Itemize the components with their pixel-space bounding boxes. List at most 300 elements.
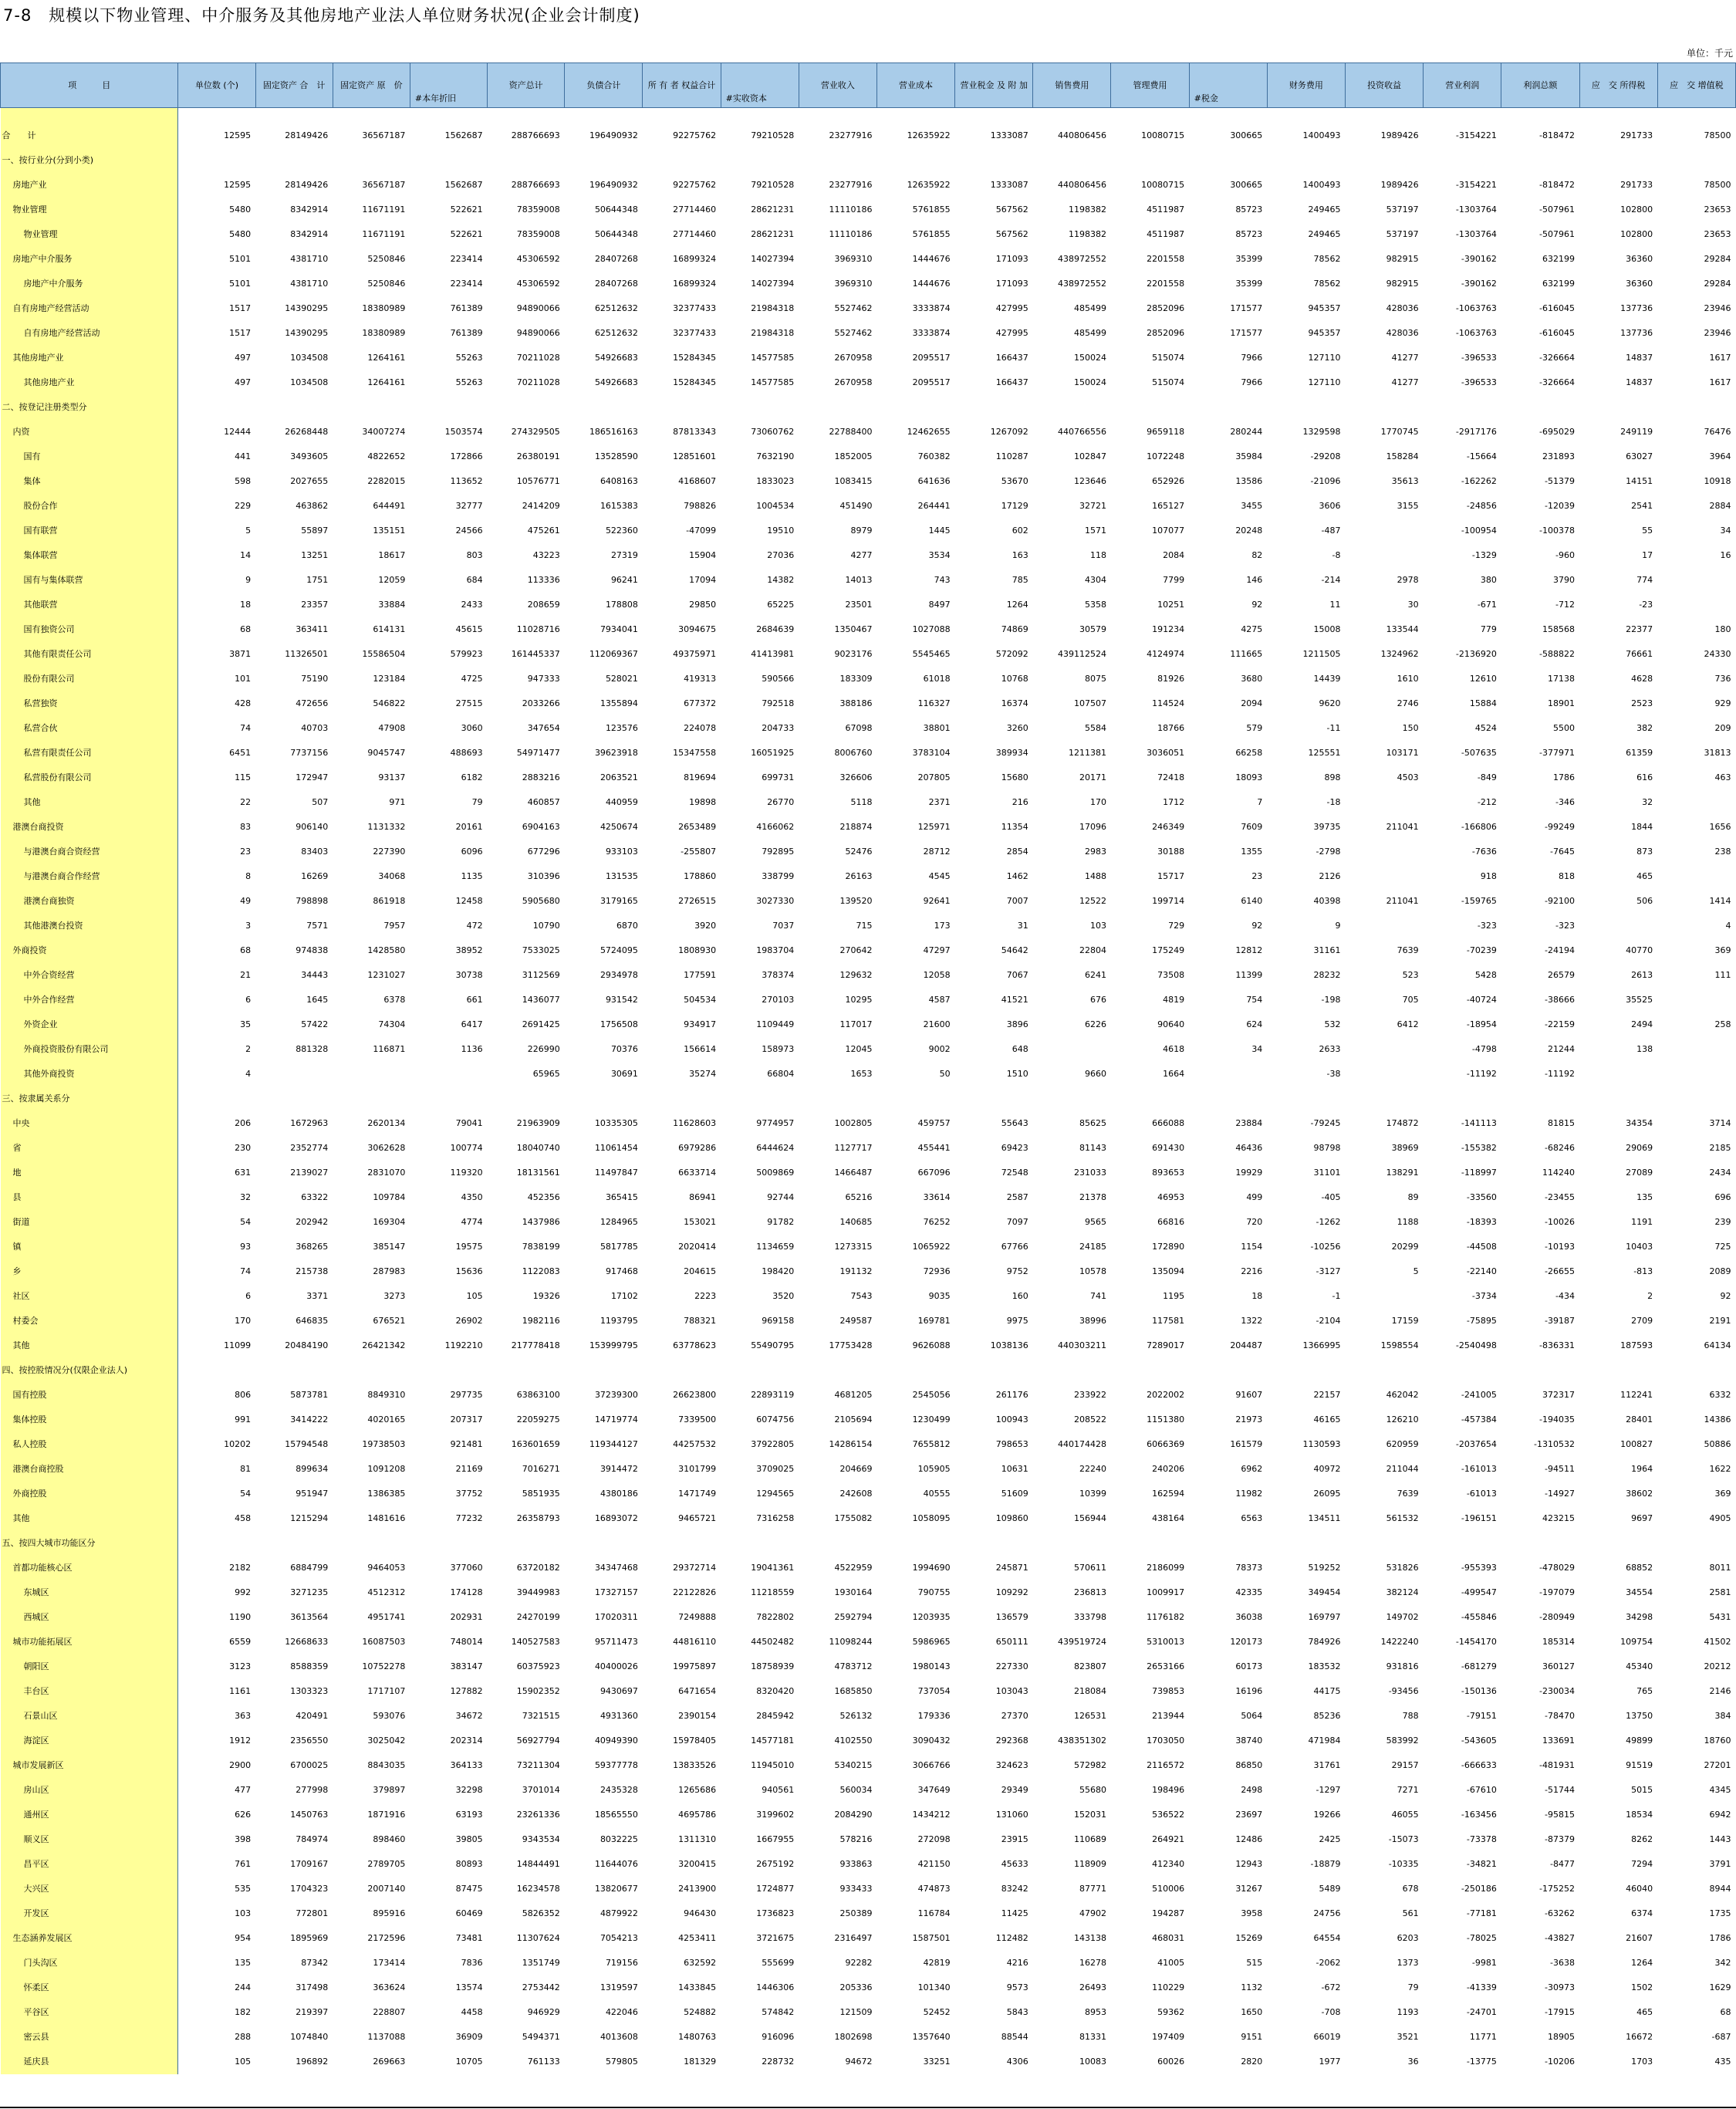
table-cell: 317498 (296, 1982, 329, 1992)
table-cell: 475261 (527, 525, 560, 536)
table-cell: 94890066 (516, 327, 560, 338)
table-cell: 17753428 (829, 1340, 873, 1350)
table-cell: 14577181 (751, 1735, 795, 1746)
table-cell: 945357 (1308, 327, 1341, 338)
table-cell: 249465 (1308, 204, 1341, 215)
row-label: 自有房地产经营活动 (1, 296, 178, 321)
table-cell: 1109449 (756, 1019, 795, 1029)
table-cell: -396533 (1461, 352, 1497, 363)
table-cell: 43223 (532, 549, 560, 560)
table-cell: 202931 (450, 1611, 483, 1622)
row-label: 延庆县 (1, 2050, 178, 2074)
table-cell: -212 (1477, 796, 1497, 807)
table-cell: 5826352 (522, 1908, 560, 1918)
table-cell: 626 (235, 1809, 252, 1820)
table-cell (1111, 1358, 1189, 1383)
header-row (1, 63, 1736, 108)
column-header: 所 有 者 权益合计 (643, 63, 721, 108)
table-cell: 36360 (1626, 278, 1653, 289)
table-cell: 6444624 (756, 1142, 795, 1153)
table-cell: 123646 (1073, 475, 1106, 486)
table-cell: 23653 (1704, 228, 1731, 239)
table-cell: 4512312 (367, 1587, 406, 1597)
table-cell: 133691 (1542, 1735, 1575, 1746)
table-row (1, 963, 1736, 988)
row-label: 其他有限责任公司 (1, 642, 178, 667)
table-cell (799, 1087, 876, 1111)
table-cell: 677372 (684, 698, 717, 708)
table-cell: 20171 (1079, 772, 1106, 782)
table-cell: 153999795 (589, 1340, 638, 1350)
table-cell: -323 (1555, 920, 1575, 931)
table-cell: 12812 (1235, 945, 1263, 955)
table-cell: -3154221 (1455, 130, 1497, 140)
table-cell: -13775 (1466, 2056, 1497, 2067)
table-cell: 9659118 (1147, 426, 1185, 437)
table-cell: 2746 (1397, 698, 1419, 708)
table-cell: 208522 (1073, 1414, 1106, 1425)
table-cell: 135 (1636, 1191, 1653, 1202)
table-cell (1579, 395, 1657, 420)
table-cell (876, 148, 954, 173)
table-cell: 158568 (1542, 624, 1575, 634)
table-cell: 18760 (1704, 1735, 1731, 1746)
table-cell: 5489 (1319, 1883, 1341, 1894)
table-cell: 68 (240, 624, 252, 634)
table-cell: 82 (1251, 549, 1263, 560)
table-cell: 4381710 (290, 278, 329, 289)
table-cell: 2523 (1631, 698, 1653, 708)
table-cell: 507 (312, 796, 329, 807)
table-cell: 8342914 (290, 204, 329, 215)
table-cell: 4681205 (834, 1389, 873, 1400)
table-cell: 326606 (839, 772, 873, 782)
table-cell: 146 (1246, 574, 1263, 585)
table-cell: 50 (939, 1068, 951, 1079)
table-cell (333, 395, 410, 420)
table-cell: 15680 (1001, 772, 1028, 782)
table-row (1, 1580, 1736, 1605)
table-cell: 269663 (373, 2056, 406, 2067)
table-cell: 523 (1402, 969, 1419, 980)
table-cell: 10202 (224, 1438, 252, 1449)
table-cell: 4 (245, 1068, 252, 1079)
table-row (1, 247, 1736, 272)
table-cell (333, 1531, 410, 1556)
table-cell: 1833023 (756, 475, 795, 486)
table-cell: 4381710 (290, 253, 329, 264)
table-cell: 30738 (455, 969, 483, 980)
table-cell: 32 (1642, 796, 1653, 807)
table-cell: 7836 (461, 1957, 483, 1968)
table-cell: 380 (1480, 574, 1497, 585)
table-cell: -481931 (1539, 1759, 1575, 1770)
table-cell: 19738503 (362, 1438, 406, 1449)
table-cell: 171093 (995, 253, 1028, 264)
table-cell: -687 (1711, 2031, 1731, 2042)
table-cell: 27515 (455, 698, 483, 708)
table-cell: -396533 (1461, 377, 1497, 387)
table-cell: 2900 (229, 1759, 252, 1770)
table-cell: 224078 (684, 722, 717, 733)
table-cell: 6378 (383, 994, 406, 1005)
table-cell: 63322 (301, 1191, 329, 1202)
table-cell: 2433 (461, 599, 483, 610)
table-cell: 51609 (1001, 1488, 1028, 1499)
table-cell (721, 1087, 799, 1111)
row-label: 房地产业 (1, 173, 178, 198)
table-cell: 1211381 (1068, 747, 1106, 758)
table-cell: 1154 (1241, 1241, 1263, 1252)
table-cell: 46040 (1626, 1883, 1653, 1894)
table-cell: 21600 (923, 1019, 951, 1029)
table-cell: 10295 (845, 994, 873, 1005)
table-cell: 2 (245, 1043, 252, 1054)
row-label: 私营有限责任公司 (1, 741, 178, 766)
table-cell (1111, 1531, 1189, 1556)
table-cell: 270103 (762, 994, 795, 1005)
row-label: 私人控股 (1, 1432, 178, 1457)
row-label: 县 (1, 1185, 178, 1210)
table-cell: 85625 (1079, 1117, 1106, 1128)
table-cell: 18131561 (516, 1167, 560, 1178)
table-cell (1267, 1531, 1345, 1556)
table-cell: -198 (1321, 994, 1341, 1005)
table-cell: -836331 (1539, 1340, 1575, 1350)
table-cell (1579, 1531, 1657, 1556)
table-row (1, 1975, 1736, 2000)
table-cell: 699731 (762, 772, 795, 782)
table-cell: 3112569 (522, 969, 560, 980)
table-cell: 515 (1246, 1957, 1263, 1968)
table-cell: 37922805 (751, 1438, 795, 1449)
table-cell: 93 (240, 1241, 252, 1252)
table-cell: 73211304 (516, 1759, 560, 1770)
table-cell: 118909 (1073, 1858, 1106, 1869)
table-cell (1033, 1037, 1111, 1062)
table-cell: 35274 (689, 1068, 717, 1079)
table-cell: 228732 (762, 2056, 795, 2067)
table-cell: 14390295 (285, 327, 329, 338)
table-row (1, 1654, 1736, 1679)
table-row (1, 617, 1736, 642)
table-cell: 465 (1636, 2006, 1653, 2017)
table-cell: 291733 (1620, 179, 1653, 190)
table-cell: -70239 (1466, 945, 1497, 955)
table-cell (1657, 395, 1735, 420)
table-cell: 748014 (450, 1636, 483, 1647)
table-cell: 78562 (1313, 278, 1341, 289)
table-cell: 9774957 (756, 1117, 795, 1128)
table-cell: 4350 (461, 1191, 483, 1202)
table-cell: 4166062 (756, 821, 795, 832)
table-cell (1657, 1087, 1735, 1111)
table-cell: 10576771 (516, 475, 560, 486)
table-cell: -1063763 (1455, 327, 1497, 338)
table-cell (1345, 790, 1423, 815)
table-cell: 35399 (1235, 278, 1263, 289)
table-cell: 4618 (1163, 1043, 1185, 1054)
table-cell: 182 (235, 2006, 252, 2017)
table-cell: 66019 (1313, 2031, 1341, 2042)
row-label: 其他 (1, 790, 178, 815)
table-cell: 3920 (694, 920, 717, 931)
table-cell (643, 1087, 721, 1111)
table-cell: 223414 (450, 278, 483, 289)
table-cell: 98798 (1313, 1142, 1341, 1153)
table-cell: 497 (235, 352, 252, 363)
table-cell: 1027088 (912, 624, 951, 634)
table-cell: 272098 (917, 1834, 951, 1844)
table-cell: 83403 (301, 846, 329, 857)
table-cell: 377060 (450, 1562, 483, 1573)
table-cell: 194287 (1152, 1908, 1185, 1918)
table-cell: 784974 (296, 1834, 329, 1844)
table-cell: 44502482 (751, 1636, 795, 1647)
table-cell: 90640 (1157, 1019, 1185, 1029)
table-cell: 163 (1012, 549, 1028, 560)
table-cell (1345, 1037, 1423, 1062)
table-cell: -155382 (1461, 1142, 1497, 1153)
row-label: 石景山区 (1, 1704, 178, 1729)
table-cell: -14927 (1545, 1488, 1575, 1499)
row-label: 丰台区 (1, 1679, 178, 1704)
table-cell: 29349 (1001, 1784, 1028, 1795)
table-cell: -141113 (1461, 1117, 1497, 1128)
table-cell: 488693 (450, 747, 483, 758)
table-cell: 803 (466, 549, 483, 560)
table-cell: 29069 (1626, 1142, 1653, 1153)
table-cell: 81331 (1079, 2031, 1106, 2042)
table-cell: -75895 (1466, 1315, 1497, 1326)
table-cell: 1930164 (834, 1587, 873, 1597)
table-cell: 6471654 (678, 1685, 717, 1696)
table-cell: 249587 (839, 1315, 873, 1326)
table-cell: 81815 (1548, 1117, 1575, 1128)
table-cell: 1503574 (444, 426, 483, 437)
table-cell: 788321 (684, 1315, 717, 1326)
table-cell: 5527462 (834, 327, 873, 338)
table-cell: 798653 (995, 1438, 1028, 1449)
table-cell: 6979286 (678, 1142, 717, 1153)
table-row (1, 1457, 1736, 1482)
table-cell: 4783712 (834, 1661, 873, 1671)
table-cell: 24756 (1313, 1908, 1341, 1918)
table-cell: 36909 (455, 2031, 483, 2042)
table-cell (876, 1358, 954, 1383)
table-cell: 7571 (306, 920, 329, 931)
table-cell: 183309 (839, 673, 873, 684)
table-cell: 12635922 (907, 179, 951, 190)
row-label: 门头沟区 (1, 1951, 178, 1975)
table-cell: 2983 (1084, 846, 1106, 857)
table-cell: 11326501 (285, 648, 329, 659)
table-cell: 101340 (917, 1982, 951, 1992)
table-row (1, 321, 1736, 346)
table-cell: 127882 (450, 1685, 483, 1696)
table-cell: 174128 (450, 1587, 483, 1597)
table-cell: 69423 (1001, 1142, 1028, 1153)
table-cell: 1989426 (1380, 179, 1419, 190)
table-cell: 3200415 (678, 1858, 717, 1869)
table-cell: 126531 (1073, 1710, 1106, 1721)
table-row (1, 1827, 1736, 1852)
table-cell: 17102 (610, 1290, 638, 1301)
table-cell: 70211028 (516, 377, 560, 387)
table-cell: 231893 (1542, 451, 1575, 461)
table-cell (565, 148, 643, 173)
table-cell: 2201558 (1147, 278, 1185, 289)
table-cell: 45340 (1626, 1661, 1653, 1671)
table-cell (1189, 1062, 1267, 1087)
table-cell: 1284965 (599, 1216, 638, 1227)
table-row (1, 543, 1736, 568)
table-cell: 1786 (1709, 1932, 1731, 1943)
row-label: 乡 (1, 1259, 178, 1284)
table-cell: 23884 (1235, 1117, 1263, 1128)
table-cell: -40724 (1466, 994, 1497, 1005)
table-cell: 44257532 (673, 1438, 717, 1449)
row-label: 自有房地产经营活动 (1, 321, 178, 346)
table-cell: 624 (1246, 1019, 1263, 1029)
table-row (1, 691, 1736, 716)
page-title: 7-8 规模以下物业管理、中介服务及其他房地产业法人单位财务状况(企业会计制度) (3, 6, 640, 25)
table-cell: 933433 (839, 1883, 873, 1894)
table-cell: 4511987 (1147, 228, 1185, 239)
table-cell: 49375971 (673, 648, 717, 659)
table-cell: -22140 (1466, 1266, 1497, 1276)
table-cell: 40972 (1313, 1463, 1341, 1474)
table-cell: 300665 (1230, 130, 1263, 140)
table-cell: 2831070 (367, 1167, 406, 1178)
table-cell: 28149426 (285, 179, 329, 190)
table-cell: 1481616 (367, 1512, 406, 1523)
table-cell: 14151 (1626, 475, 1653, 486)
table-cell: 9697 (1631, 1512, 1653, 1523)
table-cell: 1264 (1631, 1957, 1653, 1968)
table-cell: 14719774 (594, 1414, 638, 1425)
table-cell: 2498 (1241, 1784, 1263, 1795)
table-cell: 12610 (1469, 673, 1497, 684)
table-cell: 1989426 (1380, 130, 1419, 140)
table-cell: 398 (235, 1834, 252, 1844)
row-label: 四、按控股情况分(仅限企业法人) (1, 1358, 178, 1383)
table-cell: 287983 (373, 1266, 406, 1276)
table-cell: -2037654 (1455, 1438, 1497, 1449)
table-cell: 18534 (1626, 1809, 1653, 1820)
table-cell: 218874 (839, 821, 873, 832)
table-cell: 249465 (1308, 228, 1341, 239)
table-cell: 131535 (605, 870, 638, 881)
table-cell: 5250846 (367, 278, 406, 289)
table-cell: 26268448 (285, 426, 329, 437)
table-cell: 38602 (1626, 1488, 1653, 1499)
table-cell: 35399 (1235, 253, 1263, 264)
table-cell: 515074 (1152, 377, 1185, 387)
table-cell: 916096 (762, 2031, 795, 2042)
table-cell: 1267092 (990, 426, 1028, 437)
table-cell: 5340215 (834, 1759, 873, 1770)
table-cell: 720 (1246, 1216, 1263, 1227)
table-cell: 13574 (455, 1982, 483, 1992)
table-cell: 16899324 (673, 253, 717, 264)
table-cell: 138 (1636, 1043, 1653, 1054)
table-cell: 2684639 (756, 624, 795, 634)
row-label: 集体控股 (1, 1408, 178, 1432)
table-cell: 5431 (1709, 1611, 1731, 1622)
table-cell: 39735 (1313, 821, 1341, 832)
table-cell: 54642 (1001, 945, 1028, 955)
table-cell: -29208 (1310, 451, 1341, 461)
table-cell: 54926683 (594, 352, 638, 363)
table-cell: 1198382 (1068, 204, 1106, 215)
table-cell: 35984 (1235, 451, 1263, 461)
table-cell: 6241 (1084, 969, 1106, 980)
table-cell: 238 (1714, 846, 1731, 857)
table-cell: 3062628 (367, 1142, 406, 1153)
table-cell (1579, 1358, 1657, 1383)
table-cell: 3455 (1241, 500, 1263, 511)
table-cell: 14390295 (285, 302, 329, 313)
table-cell: 7339500 (678, 1414, 717, 1425)
table-cell: 23 (1251, 870, 1263, 881)
table-cell: 7037 (772, 920, 795, 931)
table-cell: 459757 (917, 1117, 951, 1128)
table-cell: 2978 (1397, 574, 1419, 585)
table-cell: 64554 (1313, 1932, 1341, 1943)
table-cell: 5724095 (599, 945, 638, 955)
table-cell: 125551 (1308, 747, 1341, 758)
row-label: 内资 (1, 420, 178, 444)
table-cell: 4345 (1709, 1784, 1731, 1795)
table-cell: 4277 (850, 549, 873, 560)
table-cell: 1333087 (990, 130, 1028, 140)
table-cell: 760382 (917, 451, 951, 461)
table-cell: 310396 (527, 870, 560, 881)
table-cell: 1311310 (678, 1834, 717, 1844)
table-cell: 2172596 (367, 1932, 406, 1943)
table-cell: 83242 (1001, 1883, 1028, 1894)
table-cell: -161013 (1461, 1463, 1497, 1474)
table-row (1, 346, 1736, 370)
table-cell: 80893 (455, 1858, 483, 1869)
table-cell: -47099 (686, 525, 717, 536)
table-cell: 2709 (1631, 1315, 1653, 1326)
table-cell: 133544 (1386, 624, 1419, 634)
table-cell: 2545056 (912, 1389, 951, 1400)
row-label: 平谷区 (1, 2000, 178, 2025)
table-cell: 23697 (1235, 1809, 1263, 1820)
table-cell: 7316258 (756, 1512, 795, 1523)
table-cell: 3025042 (367, 1735, 406, 1746)
table-cell: 196490932 (589, 179, 638, 190)
table-cell: 1400493 (1302, 130, 1341, 140)
table-cell: -695029 (1539, 426, 1575, 437)
table-cell: 34443 (301, 969, 329, 980)
table-cell: 1176182 (1147, 1611, 1185, 1622)
table-cell (1501, 1531, 1579, 1556)
table-cell: 578216 (839, 1834, 873, 1844)
table-cell: 16051925 (751, 747, 795, 758)
table-cell: -8477 (1550, 1858, 1575, 1869)
table-cell: 29284 (1704, 253, 1731, 264)
table-cell: 1357640 (912, 2031, 951, 2042)
table-cell: 28712 (923, 846, 951, 857)
table-cell: 790755 (917, 1587, 951, 1597)
table-cell: 36038 (1235, 1611, 1263, 1622)
table-cell: 135 (235, 1957, 252, 1968)
table-cell (876, 1531, 954, 1556)
